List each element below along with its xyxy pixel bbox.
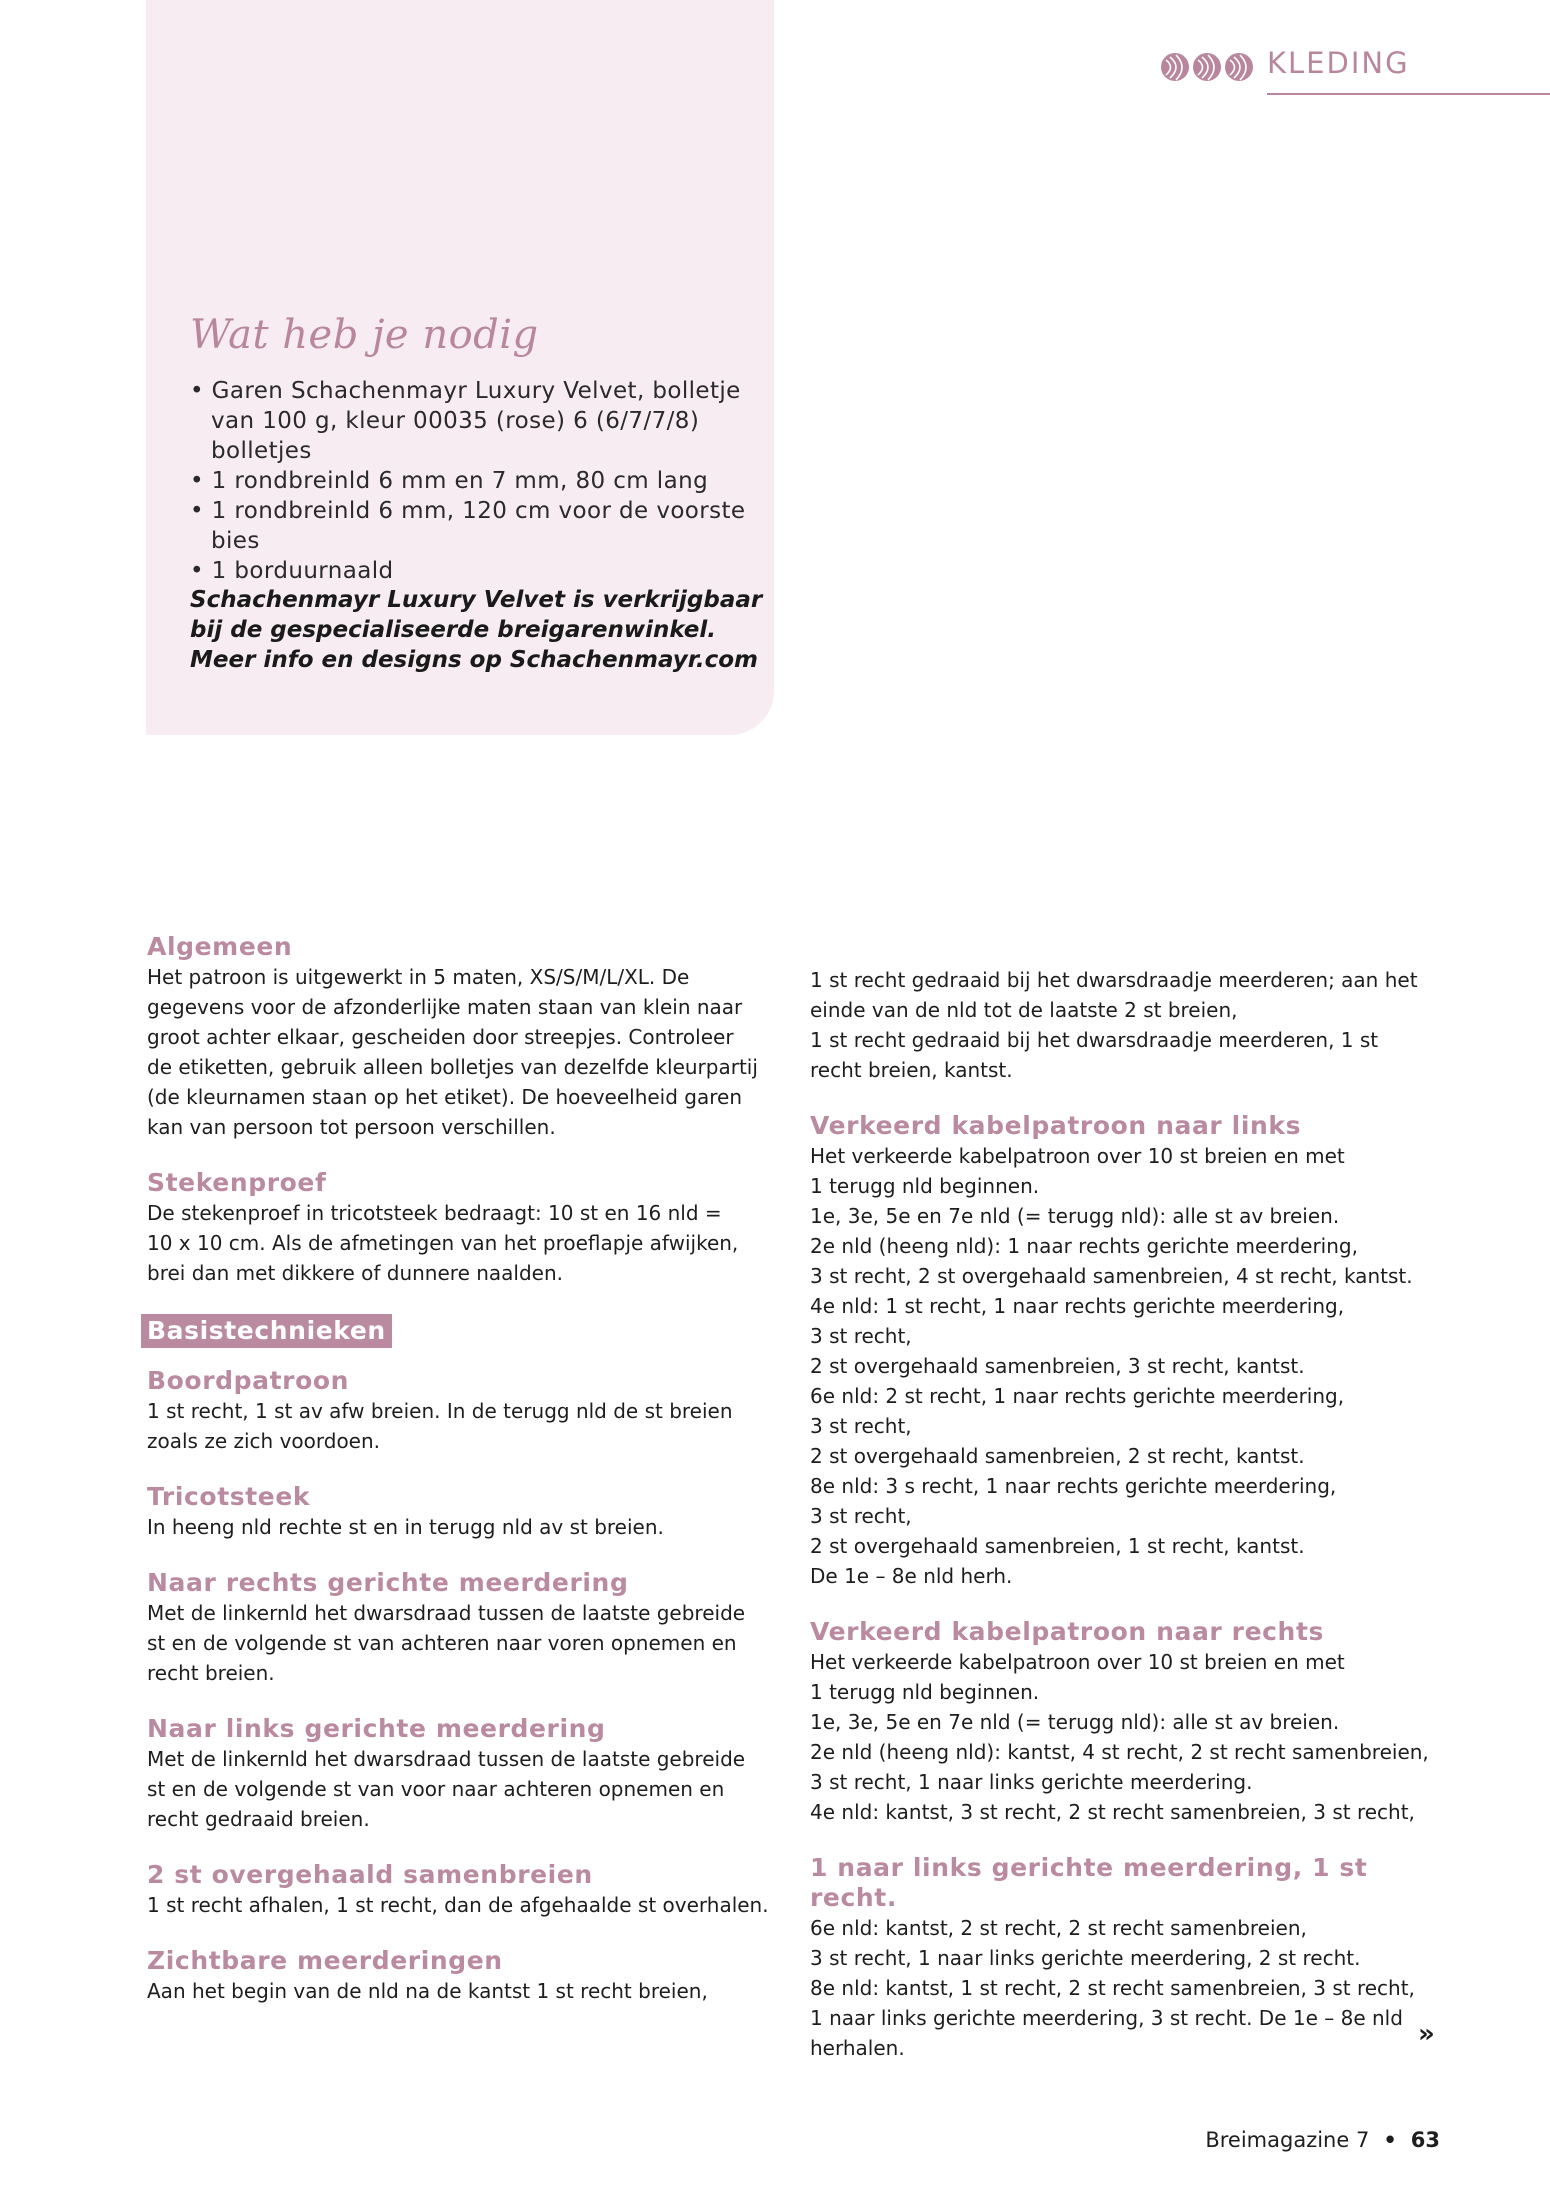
needs-list: [190, 376, 770, 586]
text-line: Aan het begin van de nld na de kantst 1 st recht breien,: [147, 1979, 708, 2003]
text-line: De stekenproef in tricotsteek bedraagt: 10 st en 16 nld =: [147, 1201, 722, 1225]
text-line: st en de volgende st van voor naar achteren opnemen en: [147, 1777, 725, 1801]
section-body: [810, 1647, 1450, 1827]
section-body: [147, 962, 783, 1142]
section-tricotsteek: [147, 1482, 783, 1542]
text-line: 1 st recht, 1 st av afw breien. In de terugg nld de st breien: [147, 1399, 733, 1423]
text-line: st en de volgende st van achteren naar voren opnemen en: [147, 1631, 737, 1655]
text-line: 8e nld: 3 s recht, 1 naar rechts gerichte meerdering,: [810, 1474, 1337, 1498]
needs-item-line: van 100 g, kleur 00035 (rose) 6 (6/7/7/8): [211, 408, 700, 434]
text-line: herhalen.: [810, 2036, 905, 2060]
footer-bullet: •: [1383, 2128, 1397, 2152]
section-rechts-meerdering: [147, 1568, 783, 1688]
section-body: [810, 1913, 1450, 2063]
right-column: [810, 965, 1450, 2089]
text-line: gegevens voor de afzonderlijke maten staan van klein naar: [147, 995, 743, 1019]
needs-item-line: • 1 borduurnaald: [190, 558, 394, 584]
section-body: [147, 1598, 783, 1688]
section-body: [147, 1198, 783, 1288]
section-title: Naar links gerichte meerdering: [147, 1714, 606, 1743]
text-line: 1 terugg nld beginnen.: [810, 1174, 1040, 1198]
text-line: 1 st recht afhalen, 1 st recht, dan de afgehaalde st overhalen.: [147, 1893, 769, 1917]
section-body: [147, 1890, 783, 1920]
section-title: Boordpatroon: [147, 1366, 350, 1395]
section-continuation: [810, 965, 1450, 1085]
section-title: Naar rechts gerichte meerdering: [147, 1568, 629, 1597]
continue-arrow-icon: »: [1418, 2019, 1435, 2049]
text-line: einde van de nld tot de laatste 2 st breien,: [810, 998, 1238, 1022]
left-column: [147, 932, 783, 2032]
text-line: Het verkeerde kabelpatroon over 10 st breien en met: [810, 1144, 1345, 1168]
needs-item: [190, 556, 770, 586]
section-body: [147, 1976, 783, 2006]
text-line: recht breien, kantst.: [810, 1058, 1013, 1082]
section-overgehaald: [147, 1860, 783, 1920]
text-line: kan van persoon tot persoon verschillen.: [147, 1115, 556, 1139]
section-title: Algemeen: [147, 932, 293, 961]
text-line: 2 st overgehaald samenbreien, 1 st recht, kantst.: [810, 1534, 1305, 1558]
text-line: 3 st recht, 1 naar links gerichte meerdering.: [810, 1770, 1253, 1794]
text-line: 4e nld: 1 st recht, 1 naar rechts gerichte meerdering,: [810, 1294, 1345, 1318]
section-body: [810, 965, 1450, 1085]
text-line: 10 x 10 cm. Als de afmetingen van het proeflapje afwijken,: [147, 1231, 739, 1255]
text-line: (de kleurnamen staan op het etiket). De hoeveelheid garen: [147, 1085, 742, 1109]
text-line: 1 st recht gedraaid bij het dwarsdraadje meerderen, 1 st: [810, 1028, 1379, 1052]
section-kabel-links: [810, 1111, 1450, 1591]
text-line: groot achter elkaar, gescheiden door streepjes. Controleer: [147, 1025, 734, 1049]
page-footer: [1205, 2128, 1440, 2152]
text-line: Met de linkernld het dwarsdraad tussen de laatste gebreide: [147, 1747, 746, 1771]
text-line: 1e, 3e, 5e en 7e nld (= terugg nld): alle st av breien.: [810, 1710, 1340, 1734]
page-number: 63: [1410, 2128, 1440, 2152]
needs-title: Wat heb je nodig: [190, 312, 539, 358]
text-line: De 1e – 8e nld herh.: [810, 1564, 1013, 1588]
yarn-balls-icon: [1160, 52, 1256, 82]
section-title: 2 st overgehaald samenbreien: [147, 1860, 593, 1889]
text-line: de etiketten, gebruik alleen bolletjes van dezelfde kleurpartij: [147, 1055, 758, 1079]
text-line: 3 st recht,: [810, 1414, 912, 1438]
needs-item-line: • 1 rondbreinld 6 mm, 120 cm voor de voorste: [190, 498, 746, 524]
text-line: 2e nld (heeng nld): kantst, 4 st recht, 2 st recht samenbreien,: [810, 1740, 1429, 1764]
section-title: Stekenproef: [147, 1168, 327, 1197]
text-line: 3 st recht,: [810, 1324, 912, 1348]
magazine-name: Breimagazine 7: [1205, 2128, 1370, 2152]
needs-note-line: Meer info en designs op Schachenmayr.com: [190, 647, 758, 673]
section-algemeen: [147, 932, 783, 1142]
needs-note-line: bij de gespecialiseerde breigarenwinkel.: [190, 617, 717, 643]
text-line: 2 st overgehaald samenbreien, 3 st recht, kantst.: [810, 1354, 1305, 1378]
needs-note-line: Schachenmayr Luxury Velvet is verkrijgbaar: [190, 587, 763, 613]
text-line: 3 st recht, 2 st overgehaald samenbreien, 4 st recht, kantst.: [810, 1264, 1413, 1288]
section-label: KLEDING: [1267, 46, 1410, 80]
text-line: 1 naar links gerichte meerdering, 3 st recht. De 1e – 8e nld: [810, 2006, 1403, 2030]
text-line: In heeng nld rechte st en in terugg nld av st breien.: [147, 1515, 664, 1539]
needs-item-line: • Garen Schachenmayr Luxury Velvet, bolletje: [190, 378, 741, 404]
needs-item-line: bies: [211, 528, 260, 554]
text-line: Met de linkernld het dwarsdraad tussen de laatste gebreide: [147, 1601, 746, 1625]
section-boordpatroon: [147, 1366, 783, 1456]
section-kabel-rechts: [810, 1617, 1450, 1827]
section-body: [147, 1744, 783, 1834]
text-line: 6e nld: 2 st recht, 1 naar rechts gerichte meerdering,: [810, 1384, 1345, 1408]
category-label: Basistechnieken: [141, 1314, 392, 1348]
text-line: 4e nld: kantst, 3 st recht, 2 st recht samenbreien, 3 st recht,: [810, 1800, 1415, 1824]
needs-item: [190, 496, 770, 556]
needs-note: [190, 585, 780, 675]
needs-item: [190, 376, 770, 466]
needs-item: [190, 466, 770, 496]
text-line: 3 st recht, 1 naar links gerichte meerdering, 2 st recht.: [810, 1946, 1361, 1970]
text-line: 8e nld: kantst, 1 st recht, 2 st recht samenbreien, 3 st recht,: [810, 1976, 1415, 2000]
section-title: 1 naar links gerichte meerdering, 1 st recht.: [810, 1853, 1368, 1912]
section-title: Tricotsteek: [147, 1482, 311, 1511]
section-title: Verkeerd kabelpatroon naar links: [810, 1111, 1302, 1140]
text-line: 3 st recht,: [810, 1504, 912, 1528]
text-line: 1e, 3e, 5e en 7e nld (= terugg nld): alle st av breien.: [810, 1204, 1340, 1228]
section-title: Zichtbare meerderingen: [147, 1946, 503, 1975]
text-line: zoals ze zich voordoen.: [147, 1429, 381, 1453]
text-line: Het verkeerde kabelpatroon over 10 st breien en met: [810, 1650, 1345, 1674]
section-links-recht: [810, 1853, 1450, 2063]
section-title: Verkeerd kabelpatroon naar rechts: [810, 1617, 1324, 1646]
needs-item-line: bolletjes: [211, 438, 312, 464]
text-line: Het patroon is uitgewerkt in 5 maten, XS/S/M/L/XL. De: [147, 965, 690, 989]
text-line: recht breien.: [147, 1661, 275, 1685]
text-line: brei dan met dikkere of dunnere naalden.: [147, 1261, 564, 1285]
text-line: 1 terugg nld beginnen.: [810, 1680, 1040, 1704]
section-body: [147, 1396, 783, 1456]
section-body: [810, 1141, 1450, 1591]
needs-item-line: • 1 rondbreinld 6 mm en 7 mm, 80 cm lang: [190, 468, 709, 494]
section-body: [147, 1512, 783, 1542]
text-line: 1 st recht gedraaid bij het dwarsdraadje meerderen; aan het: [810, 968, 1418, 992]
section-links-meerdering: [147, 1714, 783, 1834]
text-line: 2e nld (heeng nld): 1 naar rechts gerichte meerdering,: [810, 1234, 1358, 1258]
text-line: 6e nld: kantst, 2 st recht, 2 st recht samenbreien,: [810, 1916, 1307, 1940]
header-divider: [1267, 93, 1550, 95]
section-stekenproef: [147, 1168, 783, 1288]
section-zichtbare: [147, 1946, 783, 2006]
text-line: 2 st overgehaald samenbreien, 2 st recht, kantst.: [810, 1444, 1305, 1468]
text-line: recht gedraaid breien.: [147, 1807, 370, 1831]
